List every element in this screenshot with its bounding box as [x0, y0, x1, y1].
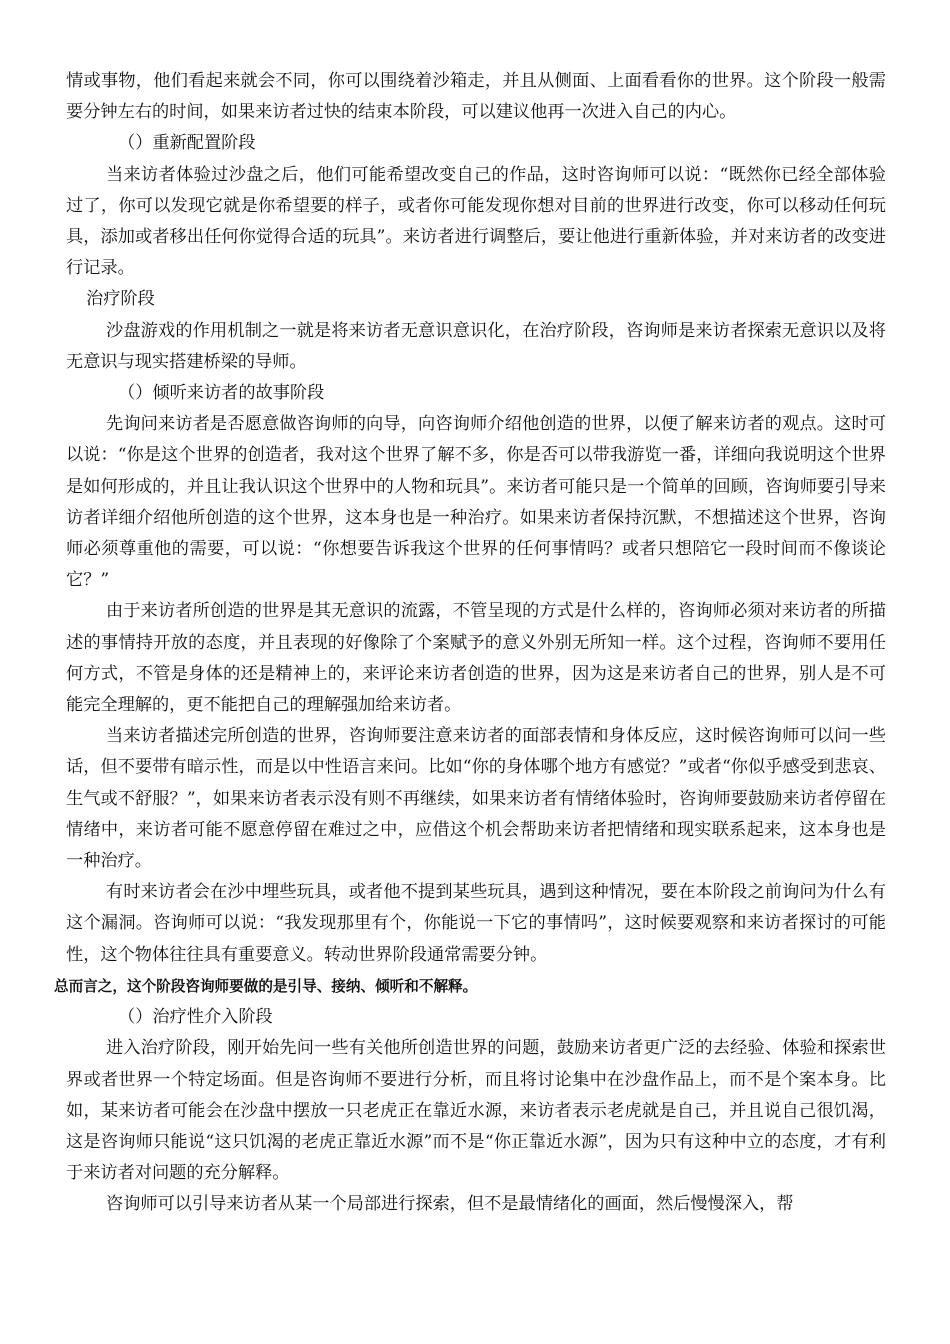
section-heading-intervention: （）治疗性介入阶段	[118, 1007, 273, 1028]
paragraph-intervention-1: 进入治疗阶段，刚开始先问一些有关他所创造世界的问题，鼓励来访者更广泛的去经验、体验和探索世界或者世界一个特定场面。但是咨询师不要进行分析，而且将讨论集中在沙盘作品上，而不是个案本身。比如，某来访者可能会在沙盘中摆放一只老虎正在靠近水源，来访者表示老虎就是自己，并且说自己很饥渴，这是咨询师只能说“这只饥渴的老虎正靠近水源”而不是“你正靠近水源”，因为只有这种中立的态度，才有利于来访者对问题的充分解释。	[66, 1038, 886, 1184]
paragraph-treatment-intro: 沙盘游戏的作用机制之一就是将来访者无意识意识化，在治疗阶段，咨询师是来访者探索无意识以及将无意识与现实搭建桥梁的导师。	[66, 320, 886, 372]
summary-bold-line: 总而言之，这个阶段咨询师要做的是引导、接纳、倾听和不解释。	[54, 977, 478, 995]
paragraph-continuation: 情或事物，他们看起来就会不同，你可以围绕着沙箱走，并且从侧面、上面看看你的世界。这个阶段一般需要分钟左右的时间，如果来访者过快的结束本阶段，可以建议他再一次进入自己的内心。	[66, 71, 886, 123]
section-heading-reconfiguration: （）重新配置阶段	[118, 133, 256, 154]
paragraph-listening-2: 由于来访者所创造的世界是其无意识的流露，不管呈现的方式是什么样的，咨询师必须对来访者的所描述的事情持开放的态度，并且表现的好像除了个案赋予的意义外别无所知一样。这个过程，咨询师不要用任何方式，不管是身体的还是精神上的，来评论来访者创造的世界，因为这是来访者自己的世界，别人是不可能完全理解的，更不能把自己的理解强加给来访者。	[66, 601, 886, 716]
paragraph-intervention-2: 咨询师可以引导来访者从某一个局部进行探索，但不是最情绪化的画面，然后慢慢深入，帮	[106, 1194, 794, 1215]
paragraph-reconfiguration: 当来访者体验过沙盘之后，他们可能希望改变自己的作品，这时咨询师可以说：“既然你已经全部体验过了，你可以发现它就是你希望要的样子，或者你可能发现你想对目前的世界进行改变，你可以移动任何玩具，添加或者移出任何你觉得合适的玩具”。来访者进行调整后，要让他进行重新体验，并对来访者的改变进行记录。	[66, 164, 886, 279]
section-heading-listening: （）倾听来访者的故事阶段	[118, 383, 325, 404]
paragraph-listening-4: 有时来访者会在沙中埋些玩具，或者他不提到某些玩具，遇到这种情况，要在本阶段之前询问为什么有这个漏洞。咨询师可以说：“我发现那里有个，你能说一下它的事情吗”，这时候要观察和来访者探讨的可能性，这个物体往往具有重要意义。转动世界阶段通常需要分钟。	[66, 882, 886, 965]
document-body	[54, 66, 886, 1221]
section-heading-treatment: 治疗阶段	[86, 289, 155, 310]
paragraph-listening-1: 先询问来访者是否愿意做咨询师的向导，向咨询师介绍他创造的世界，以便了解来访者的观点。这时可以说：“你是这个世界的创造者，我对这个世界了解不多，你是否可以带我游览一番，详细向我说明这个世界是如何形成的，并且让我认识这个世界中的人物和玩具”。来访者可能只是一个简单的回顾，咨询师要引导来访者详细介绍他所创造的这个世界，这本身也是一种治疗。如果来访者保持沉默，不想描述这个世界，咨询师必须尊重他的需要，可以说：“你想要告诉我这个世界的任何事情吗？或者只想陪它一段时间而不像谈论它？”	[66, 414, 886, 591]
paragraph-listening-3: 当来访者描述完所创造的世界，咨询师要注意来访者的面部表情和身体反应，这时候咨询师可以问一些话，但不要带有暗示性，而是以中性语言来问。比如“你的身体哪个地方有感觉？”或者“你似乎感受到悲哀、生气或不舒服？”，如果来访者表示没有则不再继续，如果来访者有情绪体验时，咨询师要鼓励来访者停留在情绪中，来访者可能不愿意停留在难过之中，应借这个机会帮助来访者把情绪和现实联系起来，这本身也是一种治疗。	[66, 726, 886, 872]
